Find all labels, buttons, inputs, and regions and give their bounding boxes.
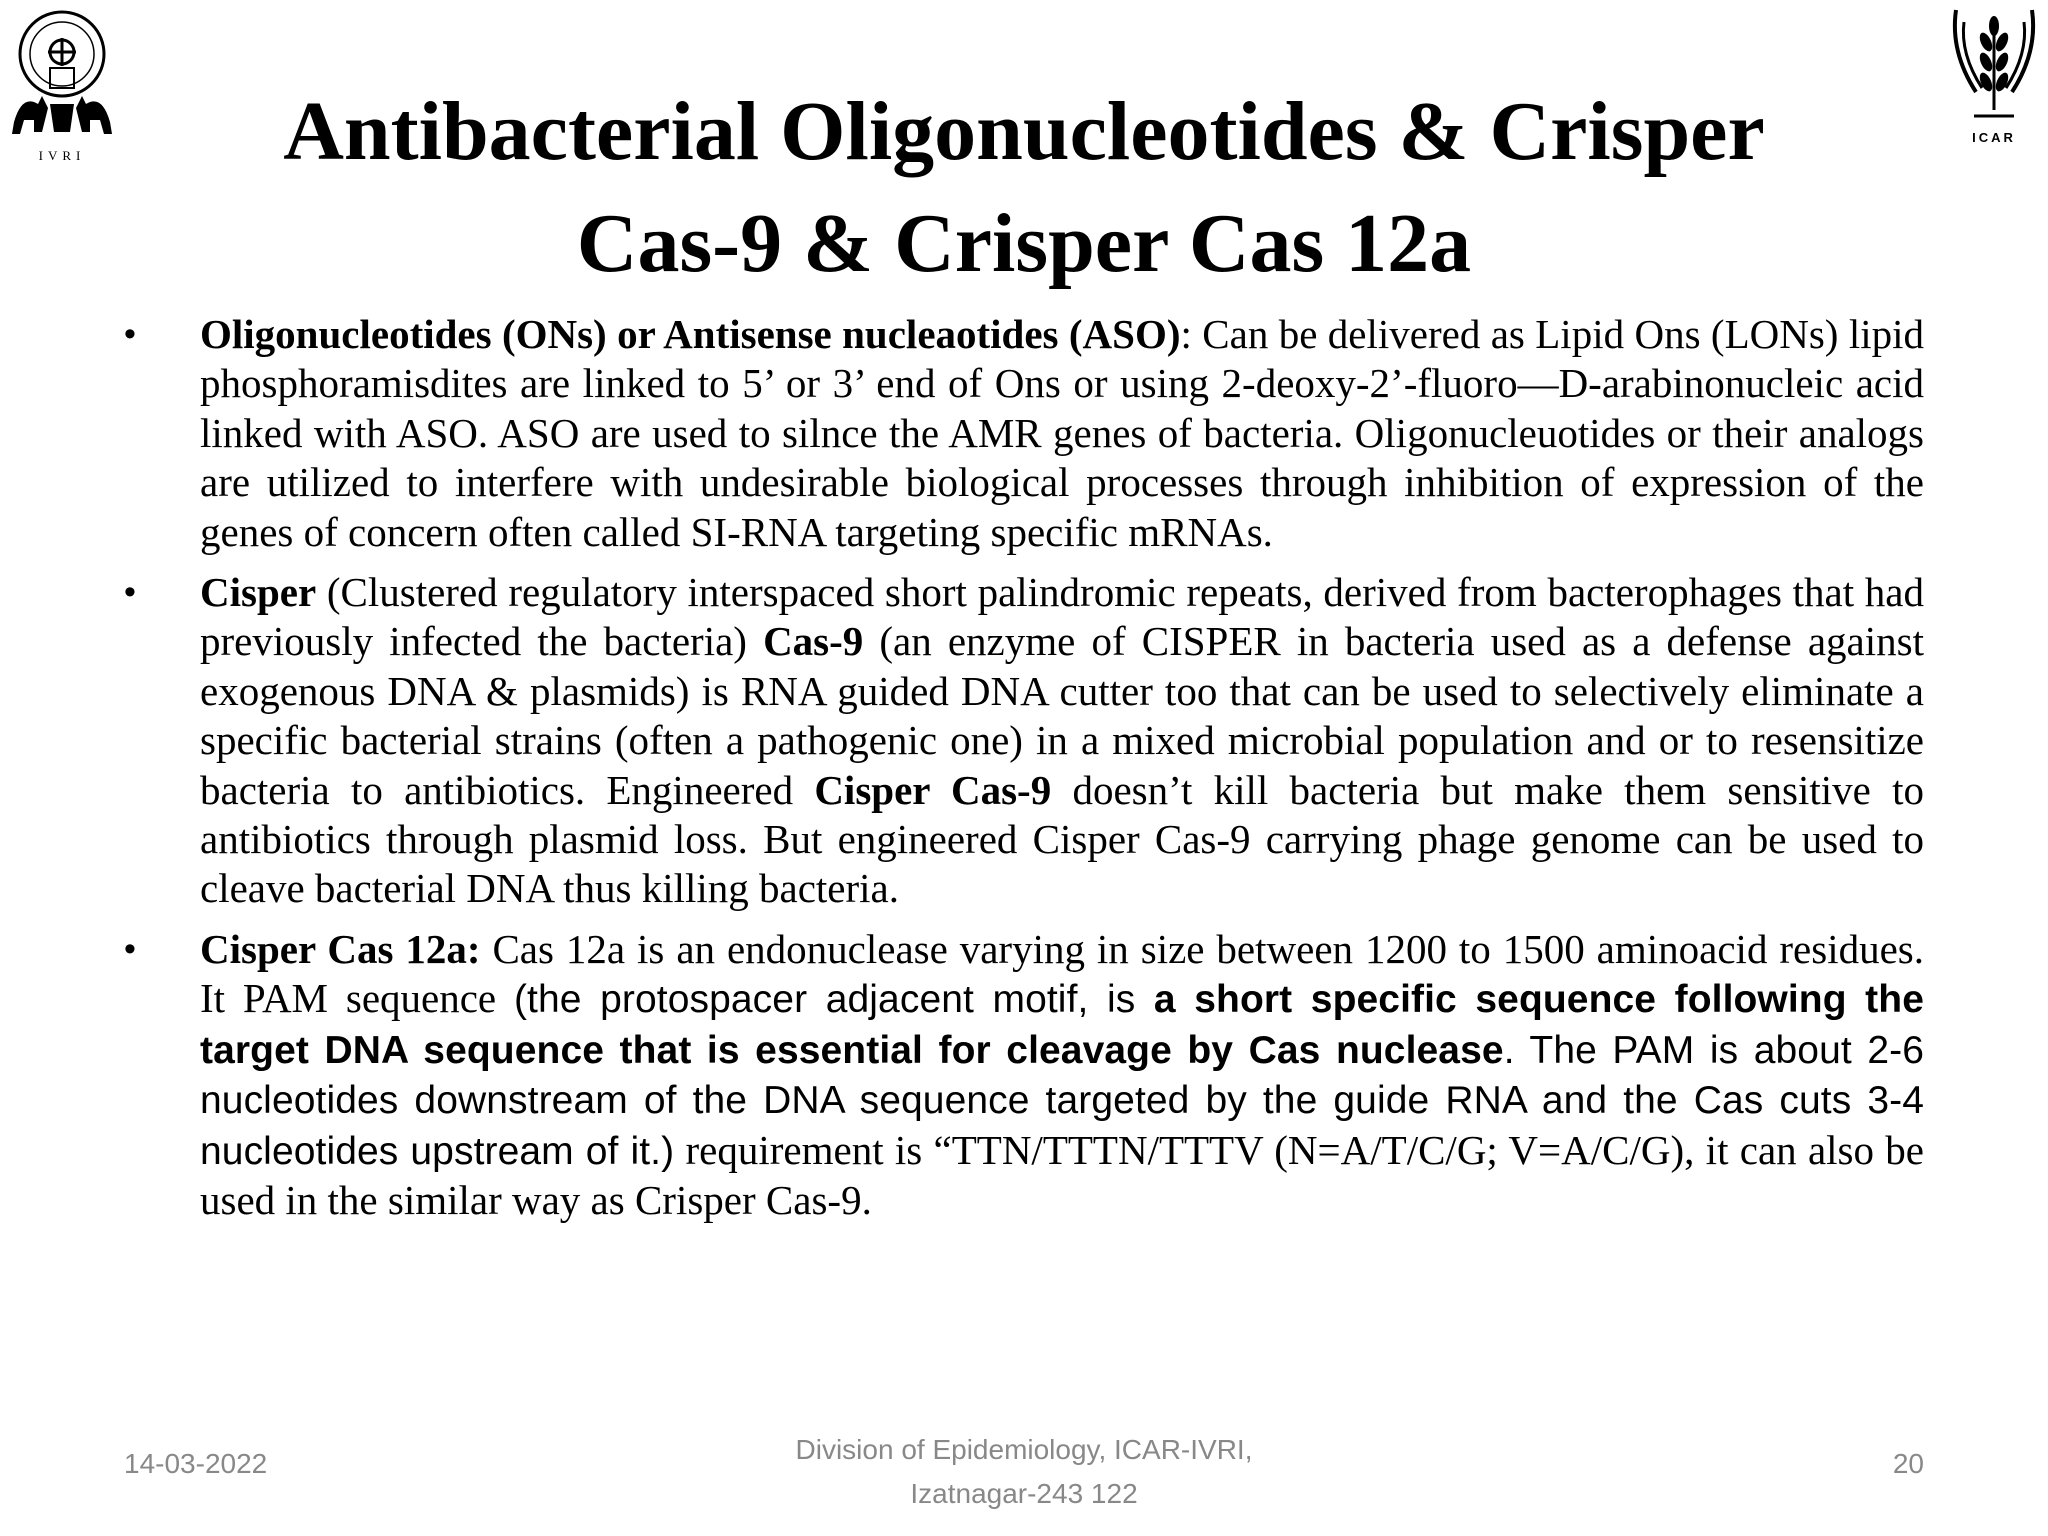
bullet-icon: •: [124, 929, 136, 968]
icar-wheat-emblem-icon: [1946, 2, 2042, 150]
ivri-emblem-icon: [6, 4, 118, 164]
icar-logo-text: ICAR: [1972, 130, 2016, 145]
ivri-logo-text: IVRI: [38, 148, 86, 163]
bullet-text: (the protospacer adjacent motif, is: [513, 978, 1154, 1022]
bullet-text: doesn’t kill bacteria but make them sensitive to antibiotics through plasmid loss. But engineered Cisper Cas-9 carrying phage genome can be used to cleave bacterial DNA thus killing bacteria.: [200, 766, 1925, 912]
bullet-term: Oligonucleotides (ONs) or Antisense nucleaotides (ASO): [200, 311, 1181, 357]
bullet-oligonucleotides: [124, 310, 1924, 557]
bullet-text: requirement is “TTN/TTTN/TTTV (N=A/T/C/G; V=A/C/G), it can also be used in the similar way as Crisper Cas-9.: [200, 1126, 1925, 1223]
title-line-2: Cas-9 & Crisper Cas 12a: [576, 197, 1472, 290]
bullet-icon: •: [124, 573, 136, 612]
footer-affiliation: [724, 1428, 1324, 1516]
bullet-term: Cas-9: [763, 618, 864, 665]
bullet-text: (Clustered regulatory interspaced short palindromic repeats, derived from bacterophages that had previously infected the bacteria): [200, 569, 1924, 665]
bullet-term: Cisper Cas-9: [814, 766, 1052, 813]
title-line-1: Antibacterial Oligonucleotides & Crisper: [283, 85, 1765, 178]
footer-affiliation-line-1: Division of Epidemiology, ICAR-IVRI,: [795, 1434, 1253, 1465]
bullet-term: Cisper: [200, 569, 317, 616]
bullet-text: . The PAM is about 2-6 nucleotides downstream of the DNA sequence targeted by the guide RNA and the Cas cuts 3-4 nucleotides upstream of it.): [200, 1028, 1924, 1173]
bullet-list: [124, 310, 1924, 1236]
bullet-term: a short specific sequence following the target DNA sequence that is essential for cleavage by Cas nuclease: [200, 978, 1924, 1072]
bullet-text: Cas 12a is an endonuclease varying in size between 1200 to 1500 aminoacid residues. It PAM sequence: [200, 925, 1924, 1022]
bullet-icon: •: [124, 315, 136, 353]
footer-affiliation-line-2: Izatnagar-243 122: [910, 1478, 1138, 1509]
ivri-logo: [6, 4, 118, 164]
bullet-text: : Can be delivered as Lipid Ons (LONs) lipid phosphoramisdites are linked to 5’ or 3’ end of Ons or using 2-deoxy-2’-fluoro—D-arabinonucleic acid linked with ASO. ASO are used to silnce the AMR genes of bacteria. Oligonucleuotides or their analogs are utilized to interfere with undesirable biological processes through inhibition of expression of the genes of concern often called SI-RNA targeting specific mRNAs.: [200, 311, 1924, 555]
bullet-text: (an enzyme of CISPER in bacteria used as a defense against exogenous DNA & plasmids) is RNA guided DNA cutter too that can be used to selectively eliminate a specific bacterial strains (often a pathogenic one) in a mixed microbial population and or to resensitize bacteria to antibiotics. Engineered: [200, 618, 1924, 813]
footer-date: 14-03-2022: [124, 1448, 268, 1479]
page-number: 20: [1892, 1448, 1924, 1479]
icar-logo: [1946, 2, 2042, 150]
bullet-term: Cisper Cas 12a:: [200, 925, 481, 972]
bullet-cisper-cas12a: [124, 925, 1924, 1225]
bullet-cisper-cas9: [124, 568, 1924, 914]
page-title: [140, 76, 1908, 300]
